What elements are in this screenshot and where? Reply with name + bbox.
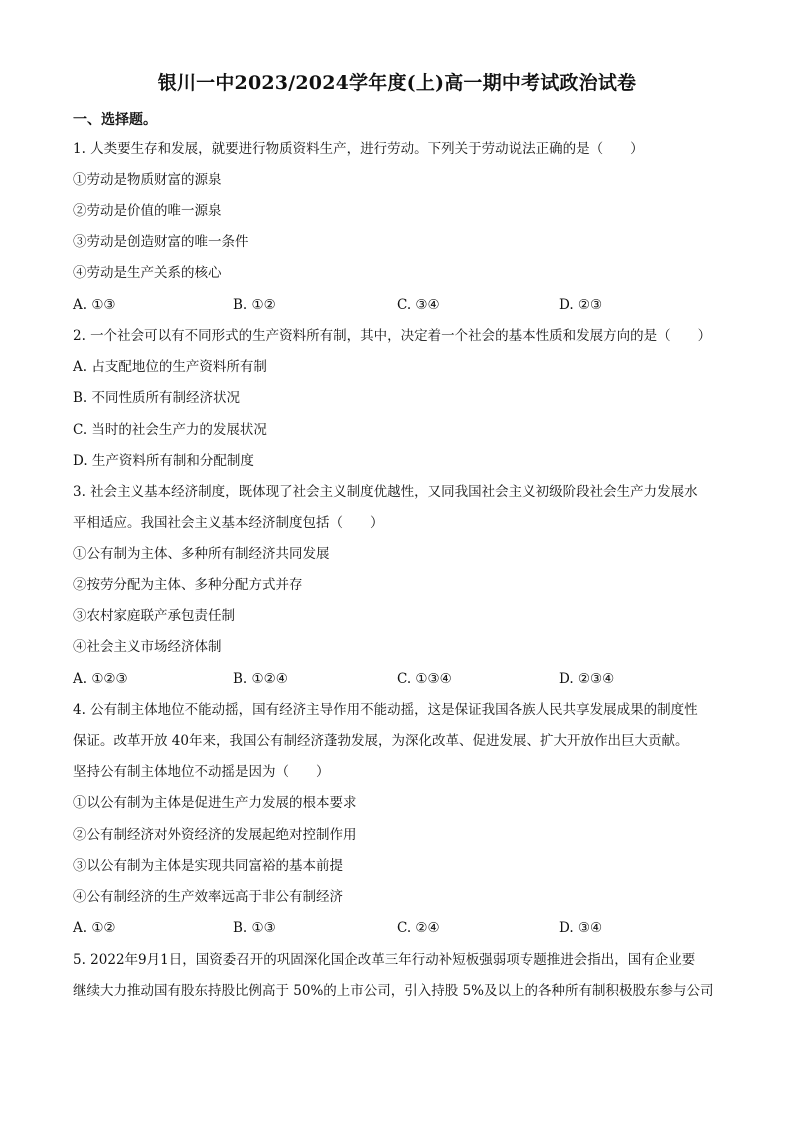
q5-stem-line1: 5. 2022年9月1日，国资委召开的巩固深化国企改革三年行动补短板强弱项专题推进会指出，国有企业要	[73, 952, 696, 968]
q4-item: ①以公有制为主体是促进生产力发展的根本要求	[73, 795, 357, 811]
q1-option-a[interactable]: A. ①③	[73, 297, 116, 313]
q3-stem-line2: 平相适应。我国社会主义基本经济制度包括（ ）	[73, 515, 384, 531]
q1-item: ③劳动是创造财富的唯一条件	[73, 234, 249, 250]
q1-option-c[interactable]: C. ③④	[397, 297, 440, 313]
q2-option-a[interactable]: A. 占支配地位的生产资料所有制	[73, 359, 267, 375]
q3-item: ①公有制为主体、多种所有制经济共同发展	[73, 546, 330, 562]
q1-option-b[interactable]: B. ①②	[233, 297, 276, 313]
q4-option-a[interactable]: A. ①②	[73, 920, 116, 936]
q1-item: ②劳动是价值的唯一源泉	[73, 203, 222, 219]
q4-option-c[interactable]: C. ②④	[397, 920, 440, 936]
q2-option-d[interactable]: D. 生产资料所有制和分配制度	[73, 453, 254, 469]
document-title: 银川一中2023/2024学年度(上)高一期中考试政治试卷	[157, 72, 637, 94]
q2-stem: 2. 一个社会可以有不同形式的生产资料所有制，其中，决定着一个社会的基本性质和发展方向的是（ ）	[73, 328, 712, 344]
q4-stem-line2: 保证。改革开放 40年来，我国公有制经济蓬勃发展，为深化改革、促进发展、扩大开放作出巨大贡献。	[73, 733, 689, 749]
q4-options	[73, 919, 733, 937]
q3-item: ②按劳分配为主体、多种分配方式并存	[73, 577, 303, 593]
q5-stem-line2: 继续大力推动国有股东持股比例高于 50%的上市公司，引入持股 5%及以上的各种所有制积极股东参与公司	[73, 983, 714, 999]
q3-option-d[interactable]: D. ②③④	[559, 671, 615, 687]
q1-item: ④劳动是生产关系的核心	[73, 265, 222, 281]
q3-options	[73, 670, 733, 688]
q3-option-c[interactable]: C. ①③④	[397, 671, 452, 687]
q4-option-d[interactable]: D. ③④	[559, 920, 603, 936]
q3-item: ④社会主义市场经济体制	[73, 639, 222, 655]
q3-option-a[interactable]: A. ①②③	[73, 671, 128, 687]
q4-stem-line1: 4. 公有制主体地位不能动摇，国有经济主导作用不能动摇，这是保证我国各族人民共享发展成果的制度性	[73, 702, 698, 718]
q3-option-b[interactable]: B. ①②④	[233, 671, 288, 687]
q3-item: ③农村家庭联产承包责任制	[73, 608, 235, 624]
q1-stem: 1. 人类要生存和发展，就要进行物质资料生产，进行劳动。下列关于劳动说法正确的是（ ）	[73, 141, 644, 157]
q1-option-d[interactable]: D. ②③	[559, 297, 603, 313]
q4-item: ④公有制经济的生产效率远高于非公有制经济	[73, 889, 343, 905]
section-heading: 一、选择题。	[73, 112, 157, 128]
q4-item: ③以公有制为主体是实现共同富裕的基本前提	[73, 858, 343, 874]
q4-item: ②公有制经济对外资经济的发展起绝对控制作用	[73, 827, 357, 843]
q2-option-c[interactable]: C. 当时的社会生产力的发展状况	[73, 422, 267, 438]
q1-item: ①劳动是物质财富的源泉	[73, 172, 222, 188]
q1-options	[73, 296, 733, 314]
q4-stem-line3: 坚持公有制主体地位不动摇是因为（ ）	[73, 764, 330, 780]
q2-option-b[interactable]: B. 不同性质所有制经济状况	[73, 390, 241, 406]
q3-stem-line1: 3. 社会主义基本经济制度，既体现了社会主义制度优越性，又同我国社会主义初级阶段社会生产力发展水	[73, 484, 698, 500]
q4-option-b[interactable]: B. ①③	[233, 920, 276, 936]
